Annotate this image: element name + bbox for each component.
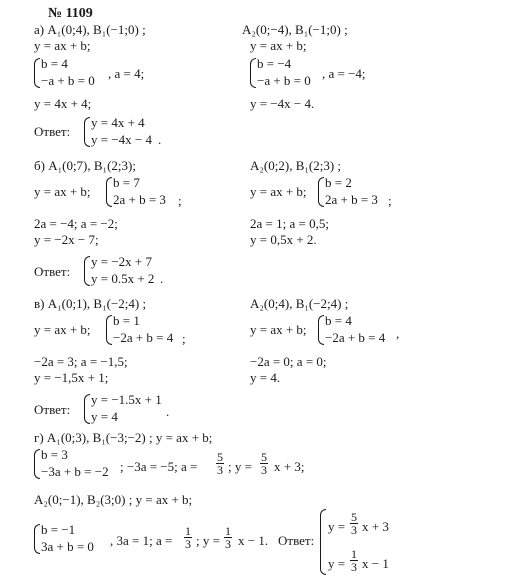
- g-system-1: [34, 448, 134, 480]
- g-answer-label: Ответ:: [278, 533, 315, 548]
- system-row: b = 7: [113, 175, 140, 190]
- g-line2-mid-b: ; y =: [196, 533, 220, 548]
- system-brace: [84, 117, 90, 147]
- b-right-after-system: ;: [388, 193, 392, 208]
- g-answer-row2-post: x − 1: [362, 556, 389, 571]
- g-fraction-k1: [260, 451, 268, 476]
- system-row: y = 4: [91, 409, 118, 424]
- v-right-result: y = 4.: [250, 370, 281, 385]
- a-answer-label: Ответ:: [34, 124, 71, 139]
- system-row: −2a + b = 4: [113, 330, 174, 345]
- g-fraction-a1: [216, 451, 224, 476]
- g-line1-end: x + 3;: [274, 459, 305, 474]
- system-brace: [318, 315, 324, 345]
- a-right-after-system: , a = −4;: [322, 66, 366, 81]
- system-row: −3a + b = −2: [41, 464, 109, 479]
- fraction-denominator: 3: [185, 537, 191, 551]
- a-right-equation: y = ax + b;: [250, 38, 307, 53]
- b-answer-end: .: [160, 271, 164, 286]
- system-brace: [250, 58, 256, 88]
- a-right-result: y = −4x − 4.: [250, 96, 315, 111]
- system-row: y = 4x + 4: [91, 115, 145, 130]
- system-row: −a + b = 0: [41, 73, 95, 88]
- v-left-header: в) A₁(0;1), B₁(−2;4) ;: [34, 296, 147, 311]
- b-right-equation: y = ax + b;: [250, 184, 307, 199]
- g-header-2: A₂(0;−1), B₂(3;0) ; y = ax + b;: [34, 492, 193, 507]
- a-right-header: A₂(0;−4), B₁(−1;0) ;: [242, 22, 348, 37]
- v-right-after-system: ,: [396, 326, 400, 341]
- system-row: 3a + b = 0: [41, 539, 94, 554]
- problem-number: № 1109: [48, 6, 93, 21]
- g-line1-mid-b: ; y =: [228, 459, 252, 474]
- b-answer-label: Ответ:: [34, 264, 71, 279]
- v-answer-system: [84, 393, 174, 425]
- fraction-denominator: 3: [351, 560, 357, 574]
- fraction-numerator: 1: [225, 524, 231, 538]
- fraction-numerator: 1: [351, 547, 357, 561]
- v-right-header: A₂(0;4), B₁(−2;4) ;: [250, 296, 349, 311]
- g-line1-mid: ; −3a = −5; a =: [120, 459, 198, 474]
- g-line2-mid: , 3a = 1; a =: [110, 533, 173, 548]
- system-row: b = 4: [41, 56, 68, 71]
- g-answer-fraction-1: [350, 511, 358, 536]
- b-left-after-system: ;: [178, 193, 182, 208]
- system-brace: [106, 177, 112, 207]
- g-answer-row1-post: x + 3: [362, 519, 389, 534]
- fraction-denominator: 3: [217, 463, 223, 477]
- system-row: −a + b = 0: [257, 73, 311, 88]
- system-row: 2a + b = 3: [113, 192, 166, 207]
- system-brace: [34, 58, 40, 88]
- system-row: y = −2x + 7: [91, 254, 152, 269]
- g-header: г) A₁(0;3), B₁(−3;−2) ; y = ax + b;: [34, 430, 213, 445]
- g-fraction-k2: [224, 525, 232, 550]
- system-row: b = 4: [325, 313, 352, 328]
- system-brace: [84, 394, 90, 424]
- b-right-result: y = 0,5x + 2.: [250, 232, 317, 247]
- system-row: y = −4x − 4: [91, 132, 152, 147]
- system-brace: [34, 449, 40, 479]
- b-left-header: б) A₁(0;7), B₁(2;3);: [34, 158, 136, 173]
- v-answer-label: Ответ:: [34, 402, 71, 417]
- v-answer-end: .: [166, 404, 170, 419]
- system-row: b = −4: [257, 56, 292, 71]
- b-left-calc: 2a = −4; a = −2;: [34, 216, 118, 231]
- fraction-denominator: 3: [261, 463, 267, 477]
- v-right-calc: −2a = 0; a = 0;: [250, 354, 327, 369]
- system-row: 2a + b = 3: [325, 192, 378, 207]
- a-left-after-system: , a = 4;: [108, 66, 145, 81]
- g-answer-row2-pre: y =: [328, 556, 346, 571]
- a-left-equation: y = ax + b;: [34, 38, 91, 53]
- a-left-result: y = 4x + 4;: [34, 96, 92, 111]
- system-row: b = −1: [41, 522, 76, 537]
- system-row: y = −1.5x + 1: [91, 392, 162, 407]
- system-brace: [84, 256, 90, 286]
- b-right-system: [318, 176, 398, 208]
- v-left-calc: −2a = 3; a = −1,5;: [34, 354, 128, 369]
- v-right-equation: y = ax + b;: [250, 322, 307, 337]
- b-right-header: A₂(0;2), B₁(2;3) ;: [250, 158, 342, 173]
- g-fraction-a2: [184, 525, 192, 550]
- v-left-after-system: ;: [182, 331, 186, 346]
- g-line2-end: x − 1.: [238, 533, 269, 548]
- g-answer-fraction-2: [350, 548, 358, 573]
- fraction-numerator: 5: [217, 450, 223, 464]
- b-left-equation: y = ax + b;: [34, 184, 91, 199]
- fraction-denominator: 3: [225, 537, 231, 551]
- v-right-system: [318, 314, 408, 346]
- system-row: b = 1: [113, 313, 140, 328]
- a-left-header: а) A₁(0;4), B₁(−1;0) ;: [34, 22, 146, 37]
- system-row: b = 2: [325, 175, 352, 190]
- g-answer-row1-pre: y =: [328, 519, 346, 534]
- fraction-numerator: 1: [185, 524, 191, 538]
- system-brace: [318, 177, 324, 207]
- system-brace: [106, 315, 112, 345]
- system-row: y = 0.5x + 2: [91, 271, 155, 286]
- b-left-system: [106, 176, 186, 208]
- fraction-numerator: 5: [261, 450, 267, 464]
- system-row: −2a + b = 4: [325, 330, 386, 345]
- system-brace: [34, 524, 40, 554]
- v-left-equation: y = ax + b;: [34, 322, 91, 337]
- fraction-denominator: 3: [351, 523, 357, 537]
- system-row: b = 3: [41, 447, 68, 462]
- v-left-result: y = −1,5x + 1;: [34, 370, 109, 385]
- a-answer-end: .: [158, 132, 162, 147]
- b-right-calc: 2a = 1; a = 0,5;: [250, 216, 329, 231]
- b-left-result: y = −2x − 7;: [34, 232, 99, 247]
- fraction-numerator: 5: [351, 510, 357, 524]
- system-brace: [320, 509, 326, 575]
